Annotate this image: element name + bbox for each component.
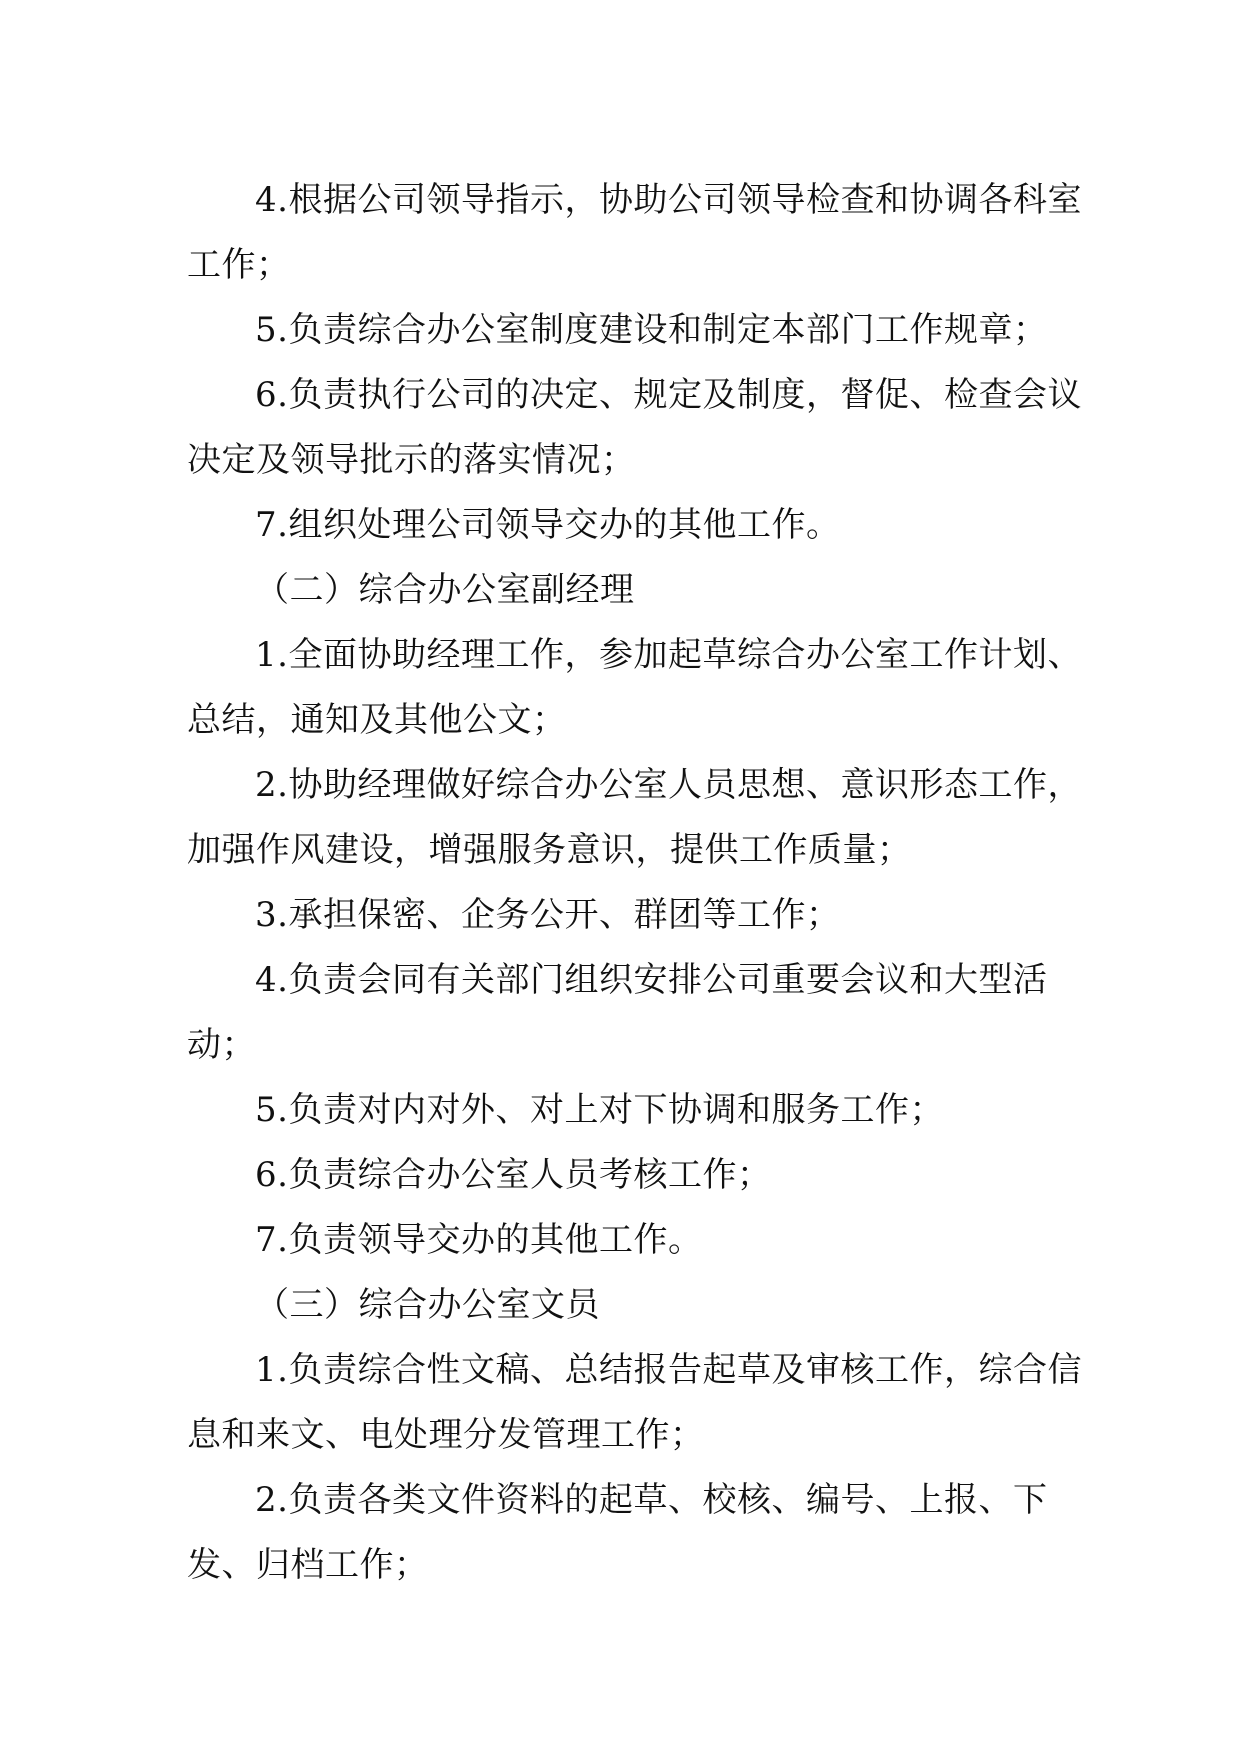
paragraph-number: 7. [255,505,289,545]
paragraph-text: 负责领导交办的其他工作。 [288,1220,703,1260]
paragraph-7-duty [187,493,1087,558]
paragraph-6-duty [187,1143,1087,1208]
paragraph-text: 负责综合性文稿、总结报告起草及审核工作，综合信息和来文、电处理分发管理工作； [187,1350,1082,1455]
paragraph-3-duty [187,883,1087,948]
section-heading-text: （三）综合办公室文员 [255,1285,600,1325]
paragraph-number: 2. [255,765,289,805]
paragraph-7-duty [187,1208,1087,1273]
section-heading-text: （二）综合办公室副经理 [255,570,635,610]
paragraph-text: 根据公司领导指示，协助公司领导检查和协调各科室工作； [187,180,1082,285]
paragraph-text: 负责会同有关部门组织安排公司重要会议和大型活动； [187,960,1048,1065]
paragraph-2-duty [187,753,1087,883]
paragraph-4-duty [187,948,1087,1078]
paragraph-text: 负责综合办公室制度建设和制定本部门工作规章； [288,310,1048,350]
paragraph-number: 7. [255,1220,289,1260]
section-heading-clerk [187,1273,1087,1338]
paragraph-number: 6. [255,1155,289,1195]
paragraph-number: 2. [255,1480,289,1520]
paragraph-number: 1. [255,635,289,675]
paragraph-number: 5. [255,1090,289,1130]
paragraph-number: 6. [255,375,289,415]
paragraph-2-duty [187,1468,1087,1598]
paragraph-4-duty [187,168,1087,298]
paragraph-number: 3. [255,895,289,935]
paragraph-5-duty [187,298,1087,363]
paragraph-number: 4. [255,960,289,1000]
paragraph-text: 承担保密、企务公开、群团等工作； [288,895,841,935]
paragraph-text: 负责各类文件资料的起草、校核、编号、上报、下发、归档工作； [187,1480,1048,1585]
paragraph-text: 组织处理公司领导交办的其他工作。 [288,505,841,545]
paragraph-text: 负责对内对外、对上对下协调和服务工作； [288,1090,944,1130]
paragraph-number: 1. [255,1350,289,1390]
paragraph-5-duty [187,1078,1087,1143]
paragraph-text: 全面协助经理工作，参加起草综合办公室工作计划、总结，通知及其他公文； [187,635,1082,740]
paragraph-text: 负责执行公司的决定、规定及制度，督促、检查会议决定及领导批示的落实情况； [187,375,1082,480]
paragraph-text: 负责综合办公室人员考核工作； [288,1155,772,1195]
paragraph-6-duty [187,363,1087,493]
paragraph-1-duty [187,623,1087,753]
document-body [187,168,1087,1598]
paragraph-1-duty [187,1338,1087,1468]
paragraph-text: 协助经理做好综合办公室人员思想、意识形态工作，加强作风建设，增强服务意识，提供工作质量； [187,765,1082,870]
paragraph-number: 4. [255,180,289,220]
paragraph-number: 5. [255,310,289,350]
section-heading-deputy-manager [187,558,1087,623]
